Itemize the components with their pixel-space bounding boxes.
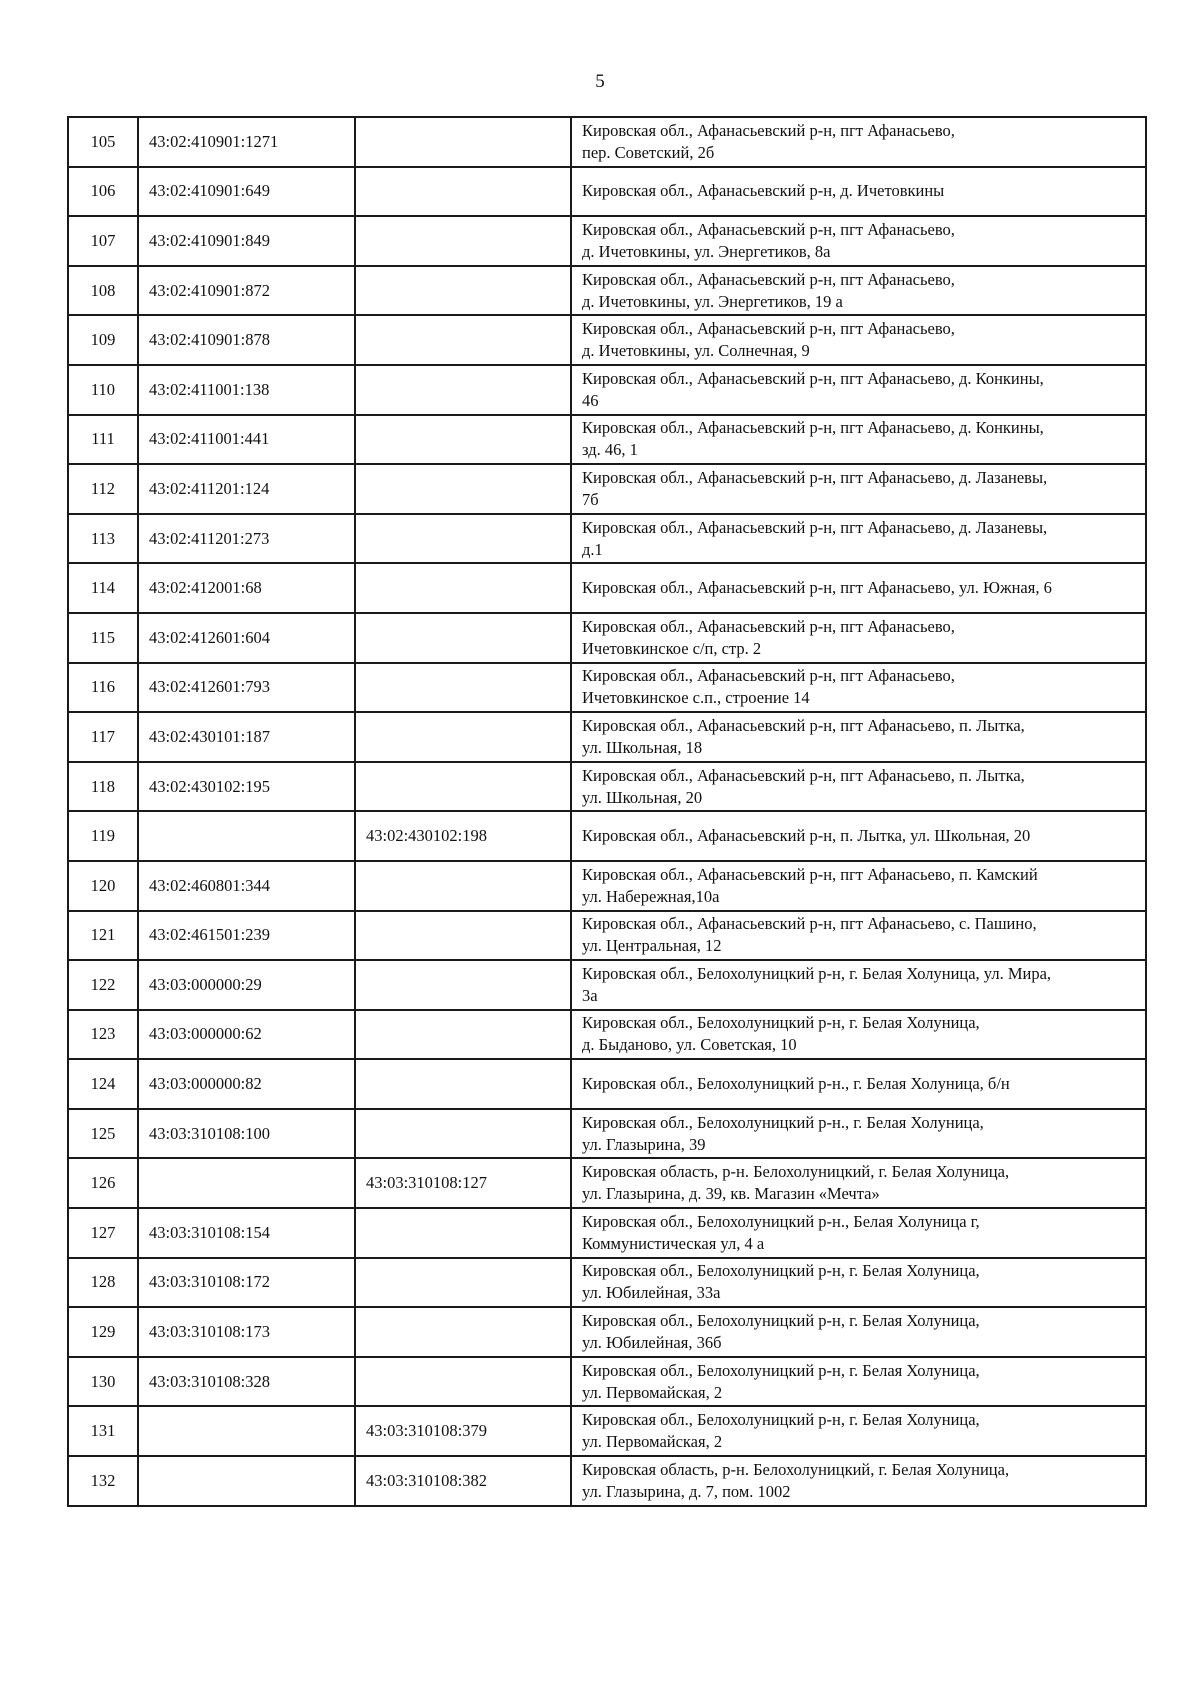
cadastral-number-building-cell: 43:03:310108:127 bbox=[355, 1158, 571, 1208]
address-cell: Кировская обл., Афанасьевский р-н, пгт Афанасьево, д. Ичетовкины, ул. Солнечная, 9 bbox=[571, 315, 1146, 365]
address-cell: Кировская обл., Афанасьевский р-н, пгт Афанасьево, ул. Южная, 6 bbox=[571, 563, 1146, 613]
cadastral-number-building-cell bbox=[355, 216, 571, 266]
table-row bbox=[68, 315, 1146, 365]
cadastral-number-building-cell bbox=[355, 464, 571, 514]
address-cell: Кировская обл., Белохолуницкий р-н, г. Белая Холуница, д. Быданово, ул. Советская, 10 bbox=[571, 1010, 1146, 1060]
address-cell: Кировская обл., Белохолуницкий р-н, г. Белая Холуница, ул. Юбилейная, 33а bbox=[571, 1258, 1146, 1308]
page-number: 5 bbox=[595, 71, 605, 92]
cadastral-number-cell: 43:03:000000:62 bbox=[138, 1010, 355, 1060]
row-number-cell: 108 bbox=[68, 266, 138, 316]
cadastral-number-building-cell bbox=[355, 365, 571, 415]
row-number-cell: 124 bbox=[68, 1059, 138, 1109]
address-cell: Кировская область, р-н. Белохолуницкий, г. Белая Холуница, ул. Глазырина, д. 7, пом. 1002 bbox=[571, 1456, 1146, 1506]
cadastral-number-cell: 43:03:000000:82 bbox=[138, 1059, 355, 1109]
table-row bbox=[68, 911, 1146, 961]
cadastral-number-cell: 43:02:410901:1271 bbox=[138, 117, 355, 167]
table-row bbox=[68, 1059, 1146, 1109]
address-cell: Кировская обл., Белохолуницкий р-н, г. Белая Холуница, ул. Юбилейная, 36б bbox=[571, 1307, 1146, 1357]
address-cell: Кировская обл., Афанасьевский р-н, пгт Афанасьево, д. Конкины, зд. 46, 1 bbox=[571, 415, 1146, 465]
cadastral-number-cell: 43:02:410901:649 bbox=[138, 167, 355, 217]
cadastral-number-building-cell bbox=[355, 613, 571, 663]
cadastral-number-cell: 43:03:310108:173 bbox=[138, 1307, 355, 1357]
row-number-cell: 112 bbox=[68, 464, 138, 514]
row-number-cell: 117 bbox=[68, 712, 138, 762]
cadastral-number-cell: 43:03:000000:29 bbox=[138, 960, 355, 1010]
cadastral-number-building-cell bbox=[355, 1208, 571, 1258]
cadastral-number-building-cell bbox=[355, 514, 571, 564]
table-row bbox=[68, 464, 1146, 514]
cadastral-number-cell: 43:03:310108:328 bbox=[138, 1357, 355, 1407]
table-row bbox=[68, 1158, 1146, 1208]
row-number-cell: 107 bbox=[68, 216, 138, 266]
address-cell: Кировская обл., Белохолуницкий р-н, г. Белая Холуница, ул. Мира, 3а bbox=[571, 960, 1146, 1010]
cadastral-number-cell: 43:02:410901:872 bbox=[138, 266, 355, 316]
cadastral-number-cell: 43:02:430102:195 bbox=[138, 762, 355, 812]
row-number-cell: 109 bbox=[68, 315, 138, 365]
row-number-cell: 130 bbox=[68, 1357, 138, 1407]
cadastral-number-cell: 43:02:412601:604 bbox=[138, 613, 355, 663]
cadastral-number-building-cell bbox=[355, 960, 571, 1010]
row-number-cell: 119 bbox=[68, 811, 138, 861]
row-number-cell: 115 bbox=[68, 613, 138, 663]
cadastral-number-cell: 43:02:412001:68 bbox=[138, 563, 355, 613]
row-number-cell: 131 bbox=[68, 1406, 138, 1456]
cadastral-number-building-cell bbox=[355, 712, 571, 762]
row-number-cell: 113 bbox=[68, 514, 138, 564]
table-row bbox=[68, 563, 1146, 613]
row-number-cell: 110 bbox=[68, 365, 138, 415]
address-cell: Кировская обл., Белохолуницкий р-н, г. Белая Холуница, ул. Первомайская, 2 bbox=[571, 1406, 1146, 1456]
row-number-cell: 122 bbox=[68, 960, 138, 1010]
table-row bbox=[68, 266, 1146, 316]
table-row bbox=[68, 663, 1146, 713]
row-number-cell: 114 bbox=[68, 563, 138, 613]
table-row bbox=[68, 514, 1146, 564]
row-number-cell: 126 bbox=[68, 1158, 138, 1208]
cadastral-number-cell: 43:02:411001:441 bbox=[138, 415, 355, 465]
cadastral-number-building-cell bbox=[355, 315, 571, 365]
address-cell: Кировская обл., Афанасьевский р-н, пгт Афанасьево, д. Ичетовкины, ул. Энергетиков, 19 а bbox=[571, 266, 1146, 316]
address-cell: Кировская обл., Белохолуницкий р-н., г. Белая Холуница, ул. Глазырина, 39 bbox=[571, 1109, 1146, 1159]
table-row bbox=[68, 1208, 1146, 1258]
cadastral-number-building-cell bbox=[355, 861, 571, 911]
table-row bbox=[68, 613, 1146, 663]
cadastral-number-building-cell bbox=[355, 911, 571, 961]
cadastral-number-building-cell bbox=[355, 663, 571, 713]
cadastral-number-building-cell bbox=[355, 1010, 571, 1060]
cadastral-number-cell: 43:02:411201:273 bbox=[138, 514, 355, 564]
cadastral-number-cell: 43:02:430101:187 bbox=[138, 712, 355, 762]
cadastral-number-building-cell bbox=[355, 1307, 571, 1357]
address-cell: Кировская обл., Белохолуницкий р-н, г. Белая Холуница, ул. Первомайская, 2 bbox=[571, 1357, 1146, 1407]
cadastral-number-building-cell: 43:03:310108:382 bbox=[355, 1456, 571, 1506]
cadastral-number-building-cell bbox=[355, 1258, 571, 1308]
table-row bbox=[68, 861, 1146, 911]
table-row bbox=[68, 415, 1146, 465]
address-cell: Кировская обл., Афанасьевский р-н, пгт Афанасьево, п. Лытка, ул. Школьная, 18 bbox=[571, 712, 1146, 762]
cadastral-number-building-cell bbox=[355, 563, 571, 613]
cadastral-number-cell: 43:02:411201:124 bbox=[138, 464, 355, 514]
row-number-cell: 120 bbox=[68, 861, 138, 911]
address-cell: Кировская обл., Афанасьевский р-н, пгт Афанасьево, д. Ичетовкины, ул. Энергетиков, 8а bbox=[571, 216, 1146, 266]
address-cell: Кировская обл., Афанасьевский р-н, д. Ичетовкины bbox=[571, 167, 1146, 217]
table-row bbox=[68, 1109, 1146, 1159]
table-row bbox=[68, 167, 1146, 217]
address-cell: Кировская обл., Афанасьевский р-н, пгт Афанасьево, Ичетовкинское с/п, стр. 2 bbox=[571, 613, 1146, 663]
table-row bbox=[68, 811, 1146, 861]
address-cell: Кировская обл., Белохолуницкий р-н., г. Белая Холуница, б/н bbox=[571, 1059, 1146, 1109]
cadastral-number-cell: 43:03:310108:172 bbox=[138, 1258, 355, 1308]
table-row bbox=[68, 1258, 1146, 1308]
address-cell: Кировская обл., Афанасьевский р-н, пгт Афанасьево, д. Лазаневы, д.1 bbox=[571, 514, 1146, 564]
cadastral-number-building-cell bbox=[355, 167, 571, 217]
address-cell: Кировская область, р-н. Белохолуницкий, г. Белая Холуница, ул. Глазырина, д. 39, кв. Магазин «Мечта» bbox=[571, 1158, 1146, 1208]
property-table bbox=[67, 116, 1147, 1507]
address-cell: Кировская обл., Афанасьевский р-н, пгт Афанасьево, д. Лазаневы, 7б bbox=[571, 464, 1146, 514]
row-number-cell: 121 bbox=[68, 911, 138, 961]
cadastral-number-building-cell: 43:03:310108:379 bbox=[355, 1406, 571, 1456]
cadastral-number-building-cell bbox=[355, 1109, 571, 1159]
cadastral-number-building-cell bbox=[355, 117, 571, 167]
table-row bbox=[68, 1010, 1146, 1060]
address-cell: Кировская обл., Афанасьевский р-н, пгт Афанасьево, д. Конкины, 46 bbox=[571, 365, 1146, 415]
table-row bbox=[68, 762, 1146, 812]
row-number-cell: 105 bbox=[68, 117, 138, 167]
cadastral-number-cell: 43:02:461501:239 bbox=[138, 911, 355, 961]
address-cell: Кировская обл., Афанасьевский р-н, пгт Афанасьево, пер. Советский, 2б bbox=[571, 117, 1146, 167]
table-row bbox=[68, 365, 1146, 415]
cadastral-number-cell: 43:02:412601:793 bbox=[138, 663, 355, 713]
row-number-cell: 106 bbox=[68, 167, 138, 217]
cadastral-number-building-cell: 43:02:430102:198 bbox=[355, 811, 571, 861]
address-cell: Кировская обл., Афанасьевский р-н, пгт Афанасьево, п. Лытка, ул. Школьная, 20 bbox=[571, 762, 1146, 812]
address-cell: Кировская обл., Афанасьевский р-н, п. Лытка, ул. Школьная, 20 bbox=[571, 811, 1146, 861]
cadastral-number-building-cell bbox=[355, 1059, 571, 1109]
address-cell: Кировская обл., Афанасьевский р-н, пгт Афанасьево, с. Пашино, ул. Центральная, 12 bbox=[571, 911, 1146, 961]
cadastral-number-building-cell bbox=[355, 1357, 571, 1407]
cadastral-number-cell bbox=[138, 1406, 355, 1456]
cadastral-number-cell: 43:03:310108:154 bbox=[138, 1208, 355, 1258]
cadastral-number-building-cell bbox=[355, 415, 571, 465]
row-number-cell: 118 bbox=[68, 762, 138, 812]
table-row bbox=[68, 1357, 1146, 1407]
address-cell: Кировская обл., Афанасьевский р-н, пгт Афанасьево, Ичетовкинское с.п., строение 14 bbox=[571, 663, 1146, 713]
row-number-cell: 111 bbox=[68, 415, 138, 465]
row-number-cell: 123 bbox=[68, 1010, 138, 1060]
row-number-cell: 128 bbox=[68, 1258, 138, 1308]
cadastral-number-cell: 43:02:460801:344 bbox=[138, 861, 355, 911]
table-row bbox=[68, 1456, 1146, 1506]
cadastral-number-cell: 43:02:411001:138 bbox=[138, 365, 355, 415]
table-row bbox=[68, 712, 1146, 762]
table-row bbox=[68, 117, 1146, 167]
table-row bbox=[68, 216, 1146, 266]
cadastral-number-cell: 43:02:410901:878 bbox=[138, 315, 355, 365]
cadastral-number-cell bbox=[138, 1456, 355, 1506]
row-number-cell: 129 bbox=[68, 1307, 138, 1357]
cadastral-number-building-cell bbox=[355, 266, 571, 316]
cadastral-number-cell: 43:03:310108:100 bbox=[138, 1109, 355, 1159]
row-number-cell: 132 bbox=[68, 1456, 138, 1506]
property-table-body bbox=[68, 117, 1146, 1506]
cadastral-number-cell: 43:02:410901:849 bbox=[138, 216, 355, 266]
address-cell: Кировская обл., Афанасьевский р-н, пгт Афанасьево, п. Камский ул. Набережная,10а bbox=[571, 861, 1146, 911]
row-number-cell: 125 bbox=[68, 1109, 138, 1159]
cadastral-number-building-cell bbox=[355, 762, 571, 812]
cadastral-number-cell bbox=[138, 1158, 355, 1208]
row-number-cell: 116 bbox=[68, 663, 138, 713]
row-number-cell: 127 bbox=[68, 1208, 138, 1258]
cadastral-number-cell bbox=[138, 811, 355, 861]
address-cell: Кировская обл., Белохолуницкий р-н., Белая Холуница г, Коммунистическая ул, 4 а bbox=[571, 1208, 1146, 1258]
table-row bbox=[68, 1307, 1146, 1357]
table-row bbox=[68, 960, 1146, 1010]
table-row bbox=[68, 1406, 1146, 1456]
